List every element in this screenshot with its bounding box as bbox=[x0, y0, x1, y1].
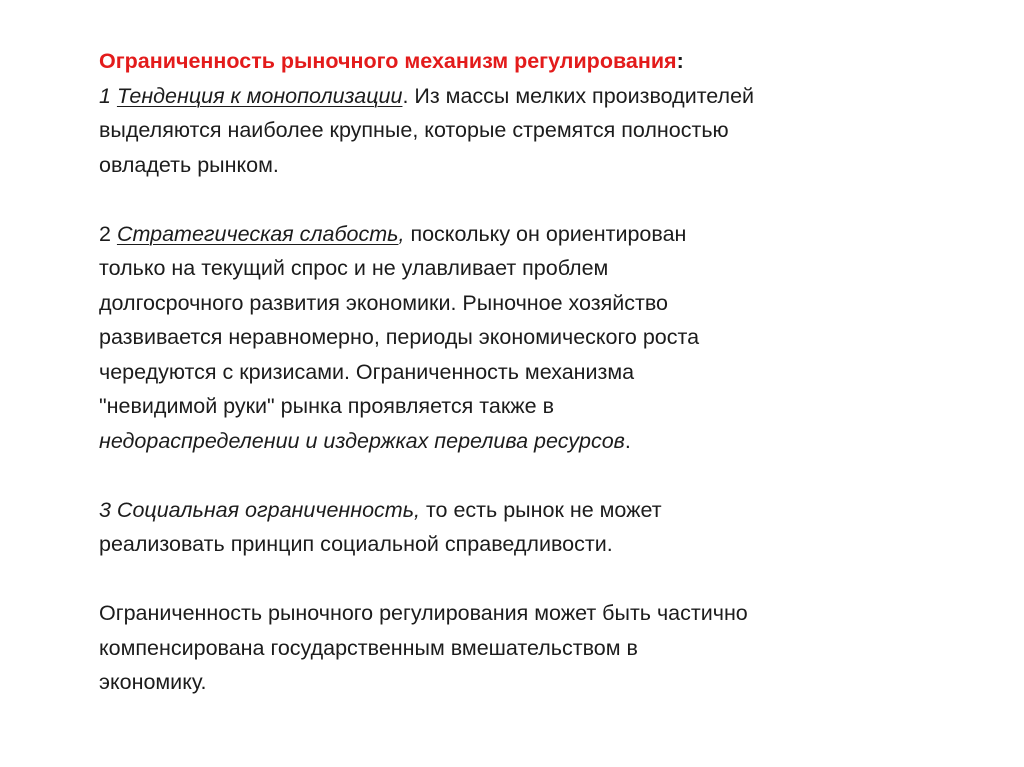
point-3-line-2: реализовать принцип социальной справедливости. bbox=[99, 532, 613, 556]
point-2-italic-phrase: недораспределении и издержках перелива ресурсов bbox=[99, 428, 625, 453]
point-2-line-3: долгосрочного развития экономики. Рыночное хозяйство bbox=[99, 290, 669, 315]
point-2-line-7 bbox=[99, 424, 939, 459]
point-1-term: Тенденция к монополизации bbox=[116, 83, 403, 108]
point-2-line-2: только на текущий спрос и не улавливает проблем bbox=[99, 256, 609, 280]
point-2-term: Стратегическая слабость bbox=[116, 221, 399, 246]
point-1-line-1 bbox=[99, 79, 939, 114]
conclusion-line-3: экономику. bbox=[99, 670, 207, 694]
point-3-line-1 bbox=[99, 493, 939, 528]
point-2-line-6: "невидимой руки" рынка проявляется также в bbox=[99, 394, 554, 418]
point-2-comma: , bbox=[398, 221, 405, 246]
heading-colon: : bbox=[676, 49, 684, 73]
slide-content bbox=[99, 44, 939, 700]
point-3-label: 3 Социальная ограниченность, bbox=[99, 497, 420, 522]
point-1-number: 1 bbox=[99, 83, 117, 108]
heading bbox=[99, 44, 939, 79]
point-2-line-1 bbox=[99, 217, 939, 252]
point-2-number: 2 bbox=[99, 221, 117, 246]
heading-text: Ограниченность рыночного механизм регулирования bbox=[99, 49, 677, 73]
conclusion-line-2: компенсирована государственным вмешательством в bbox=[99, 635, 638, 660]
point-2-line-4: развивается неравномерно, периоды экономического роста bbox=[99, 325, 700, 349]
point-3-rest: то есть рынок не может bbox=[419, 497, 662, 522]
conclusion-line-1: Ограниченность рыночного регулирования может быть частично bbox=[99, 601, 748, 625]
point-1-line-3: овладеть рынком. bbox=[99, 152, 279, 177]
point-1-line-2: выделяются наиболее крупные, которые стремятся полностью bbox=[99, 118, 729, 142]
paragraph-gap bbox=[99, 182, 939, 217]
paragraph-gap bbox=[99, 562, 939, 597]
point-2-rest: поскольку он ориентирован bbox=[404, 221, 687, 246]
point-2-line-5: чередуются с кризисами. Ограниченность механизма bbox=[99, 359, 635, 384]
paragraph-gap bbox=[99, 458, 939, 493]
point-2-period: . bbox=[624, 428, 631, 453]
point-1-rest: . Из массы мелких производителей bbox=[402, 83, 755, 108]
